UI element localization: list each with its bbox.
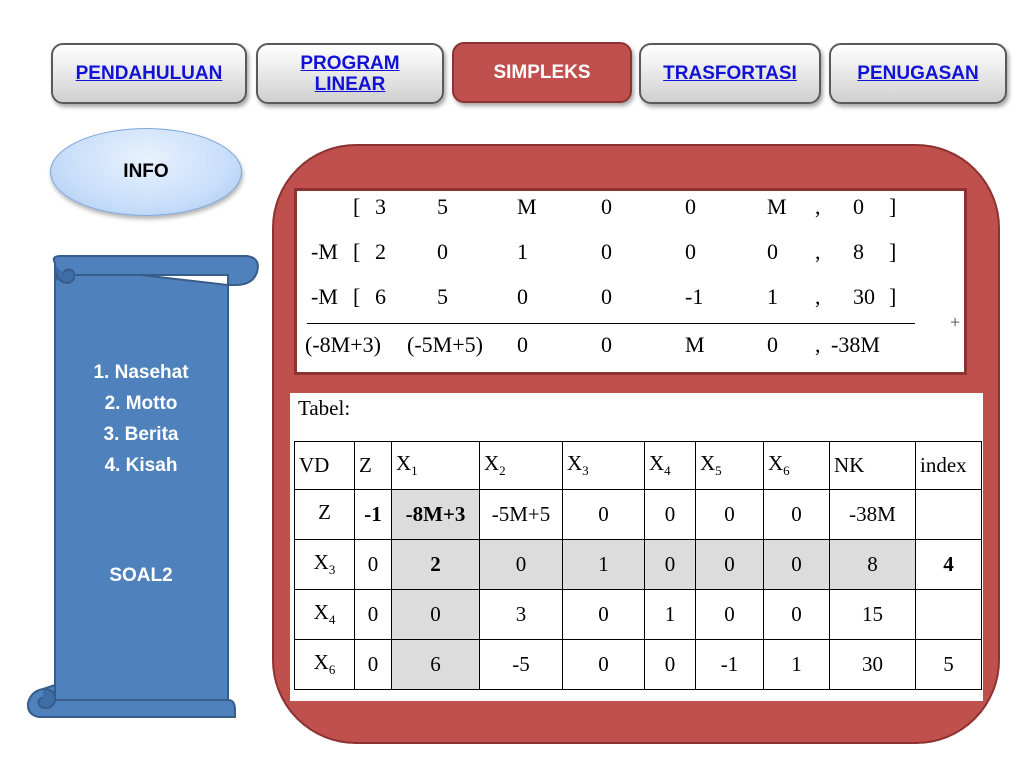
- table-cell: -8M+3: [392, 490, 480, 540]
- matrix-cell: ,: [815, 239, 821, 264]
- table-cell: 0: [355, 590, 392, 640]
- table-cell: 6: [392, 640, 480, 690]
- table-cell-vd: $X_3$: [295, 540, 355, 590]
- matrix-cell: [: [353, 194, 361, 219]
- matrix-cell: 0: [601, 332, 612, 357]
- nav-pendahuluan-button[interactable]: [51, 43, 247, 104]
- matrix-cell: 1: [517, 239, 528, 264]
- table-cell: 2: [392, 540, 480, 590]
- matrix-cell: ,: [815, 284, 821, 309]
- table-cell: 0: [645, 490, 696, 540]
- table-cell-vd: Z: [295, 490, 355, 540]
- matrix-cell: 0: [517, 332, 528, 357]
- matrix-cell: 0: [601, 239, 612, 264]
- matrix-cell: 0: [767, 332, 778, 357]
- table-cell: -5: [480, 640, 563, 690]
- col-header-index: index: [916, 442, 982, 490]
- menu-item-motto[interactable]: 2. Motto: [104, 393, 178, 414]
- matrix-cell: 0: [517, 284, 528, 309]
- matrix-cell: 0: [437, 239, 448, 264]
- plus-sign: +: [950, 312, 961, 332]
- table-cell: [916, 590, 982, 640]
- info-label: INFO: [123, 161, 169, 182]
- matrix-cell: (-5M+5): [407, 332, 483, 357]
- col-header-x3: $X_3$: [563, 442, 645, 490]
- matrix-cell: ]: [889, 239, 897, 264]
- matrix-cell: -M: [311, 284, 338, 309]
- table-cell: 0: [645, 640, 696, 690]
- table-cell: 30: [830, 640, 916, 690]
- nav-simpleks-label: SIMPLEKS: [493, 62, 591, 83]
- matrix-cell: 2: [375, 239, 386, 264]
- matrix-cell: 6: [375, 284, 386, 309]
- matrix-cell: M: [767, 194, 787, 219]
- table-cell: 0: [480, 540, 563, 590]
- matrix-cell: 5: [437, 194, 448, 219]
- table-cell: 4: [916, 540, 982, 590]
- table-cell: 0: [355, 640, 392, 690]
- matrix-cell: (-8M+3): [305, 332, 381, 357]
- table-cell: 0: [696, 590, 764, 640]
- info-button[interactable]: [50, 128, 242, 216]
- matrix-cell: 30: [853, 284, 875, 309]
- matrix-cell: 0: [601, 284, 612, 309]
- matrix-cell: ,: [815, 332, 821, 357]
- table-row: [295, 540, 982, 590]
- matrix-box: [294, 188, 967, 375]
- matrix-cell: 0: [601, 194, 612, 219]
- table-cell: 15: [830, 590, 916, 640]
- matrix-row: [297, 194, 964, 234]
- table-cell: 0: [355, 540, 392, 590]
- table-row: [295, 590, 982, 640]
- menu-item-nasehat[interactable]: 1. Nasehat: [93, 362, 189, 383]
- nav-trasfortasi-link[interactable]: TRASFORTASI: [663, 63, 797, 84]
- table-cell: 0: [764, 590, 830, 640]
- table-cell: 0: [563, 590, 645, 640]
- table-cell: 0: [696, 540, 764, 590]
- matrix-cell: -1: [685, 284, 704, 309]
- table-cell: 0: [563, 640, 645, 690]
- col-header-x2: $X_2$: [480, 442, 563, 490]
- nav-simpleks-button[interactable]: [452, 42, 632, 103]
- table-cell: -1: [696, 640, 764, 690]
- matrix-cell: ]: [889, 194, 897, 219]
- col-header-x5: $X_5$: [696, 442, 764, 490]
- table-cell: 0: [764, 490, 830, 540]
- menu-item-kisah[interactable]: 4. Kisah: [104, 455, 178, 476]
- matrix-cell: 3: [375, 194, 386, 219]
- table-cell: 0: [563, 490, 645, 540]
- matrix-cell: 1: [767, 284, 778, 309]
- menu-item-berita[interactable]: 3. Berita: [103, 424, 179, 445]
- table-cell: 0: [392, 590, 480, 640]
- table-cell: -1: [355, 490, 392, 540]
- table-cell: 1: [764, 640, 830, 690]
- table-cell: -5M+5: [480, 490, 563, 540]
- table-row: [295, 640, 982, 690]
- table-header-row: [295, 442, 982, 490]
- col-header-vd: VD: [295, 442, 355, 490]
- table-cell: 0: [764, 540, 830, 590]
- col-header-x6: $X_6$: [764, 442, 830, 490]
- table-cell: 3: [480, 590, 563, 640]
- matrix-cell: 0: [685, 194, 696, 219]
- scroll-menu-list: [55, 357, 227, 481]
- matrix-cell: 5: [437, 284, 448, 309]
- table-cell: [916, 490, 982, 540]
- matrix-cell: 0: [767, 239, 778, 264]
- table-cell: 1: [563, 540, 645, 590]
- nav-penugasan-link[interactable]: PENUGASAN: [857, 63, 979, 84]
- table-cell: 0: [696, 490, 764, 540]
- table-caption: Tabel:: [298, 396, 351, 420]
- table-cell: -38M: [830, 490, 916, 540]
- nav-trasfortasi-button[interactable]: [639, 43, 821, 104]
- simplex-table: [294, 441, 982, 690]
- col-header-z: Z: [355, 442, 392, 490]
- matrix-row: [297, 239, 964, 279]
- nav-pendahuluan-link[interactable]: PENDAHULUAN: [75, 63, 223, 84]
- matrix-cell: ,: [815, 194, 821, 219]
- matrix-sum-line: [307, 323, 915, 324]
- table-cell: 1: [645, 590, 696, 640]
- matrix-cell: -38M: [831, 332, 880, 357]
- matrix-cell: [: [353, 284, 361, 309]
- matrix-cell: 8: [853, 239, 864, 264]
- matrix-cell: -M: [311, 239, 338, 264]
- matrix-row: [297, 284, 964, 324]
- table-cell: 5: [916, 640, 982, 690]
- nav-program-linear-button[interactable]: [256, 43, 444, 104]
- col-header-nk: NK: [830, 442, 916, 490]
- table-cell: 0: [645, 540, 696, 590]
- table-cell-vd: $X_6$: [295, 640, 355, 690]
- matrix-cell: M: [517, 194, 537, 219]
- matrix-cell: [: [353, 239, 361, 264]
- table-row: [295, 490, 982, 540]
- matrix-row: [297, 332, 964, 372]
- table-cell: 8: [830, 540, 916, 590]
- scroll-menu: [55, 357, 227, 587]
- nav-program-linear-link[interactable]: PROGRAM LINEAR: [300, 52, 400, 95]
- matrix-cell: ]: [889, 284, 897, 309]
- col-header-x4: $X_4$: [645, 442, 696, 490]
- matrix-cell: 0: [853, 194, 864, 219]
- nav-penugasan-button[interactable]: [829, 43, 1007, 104]
- col-header-x1: $X_1$: [392, 442, 480, 490]
- table-cell-vd: $X_4$: [295, 590, 355, 640]
- matrix-cell: M: [685, 332, 705, 357]
- matrix-cell: 0: [685, 239, 696, 264]
- soal-link[interactable]: SOAL2: [109, 565, 173, 586]
- table-box: [290, 393, 983, 701]
